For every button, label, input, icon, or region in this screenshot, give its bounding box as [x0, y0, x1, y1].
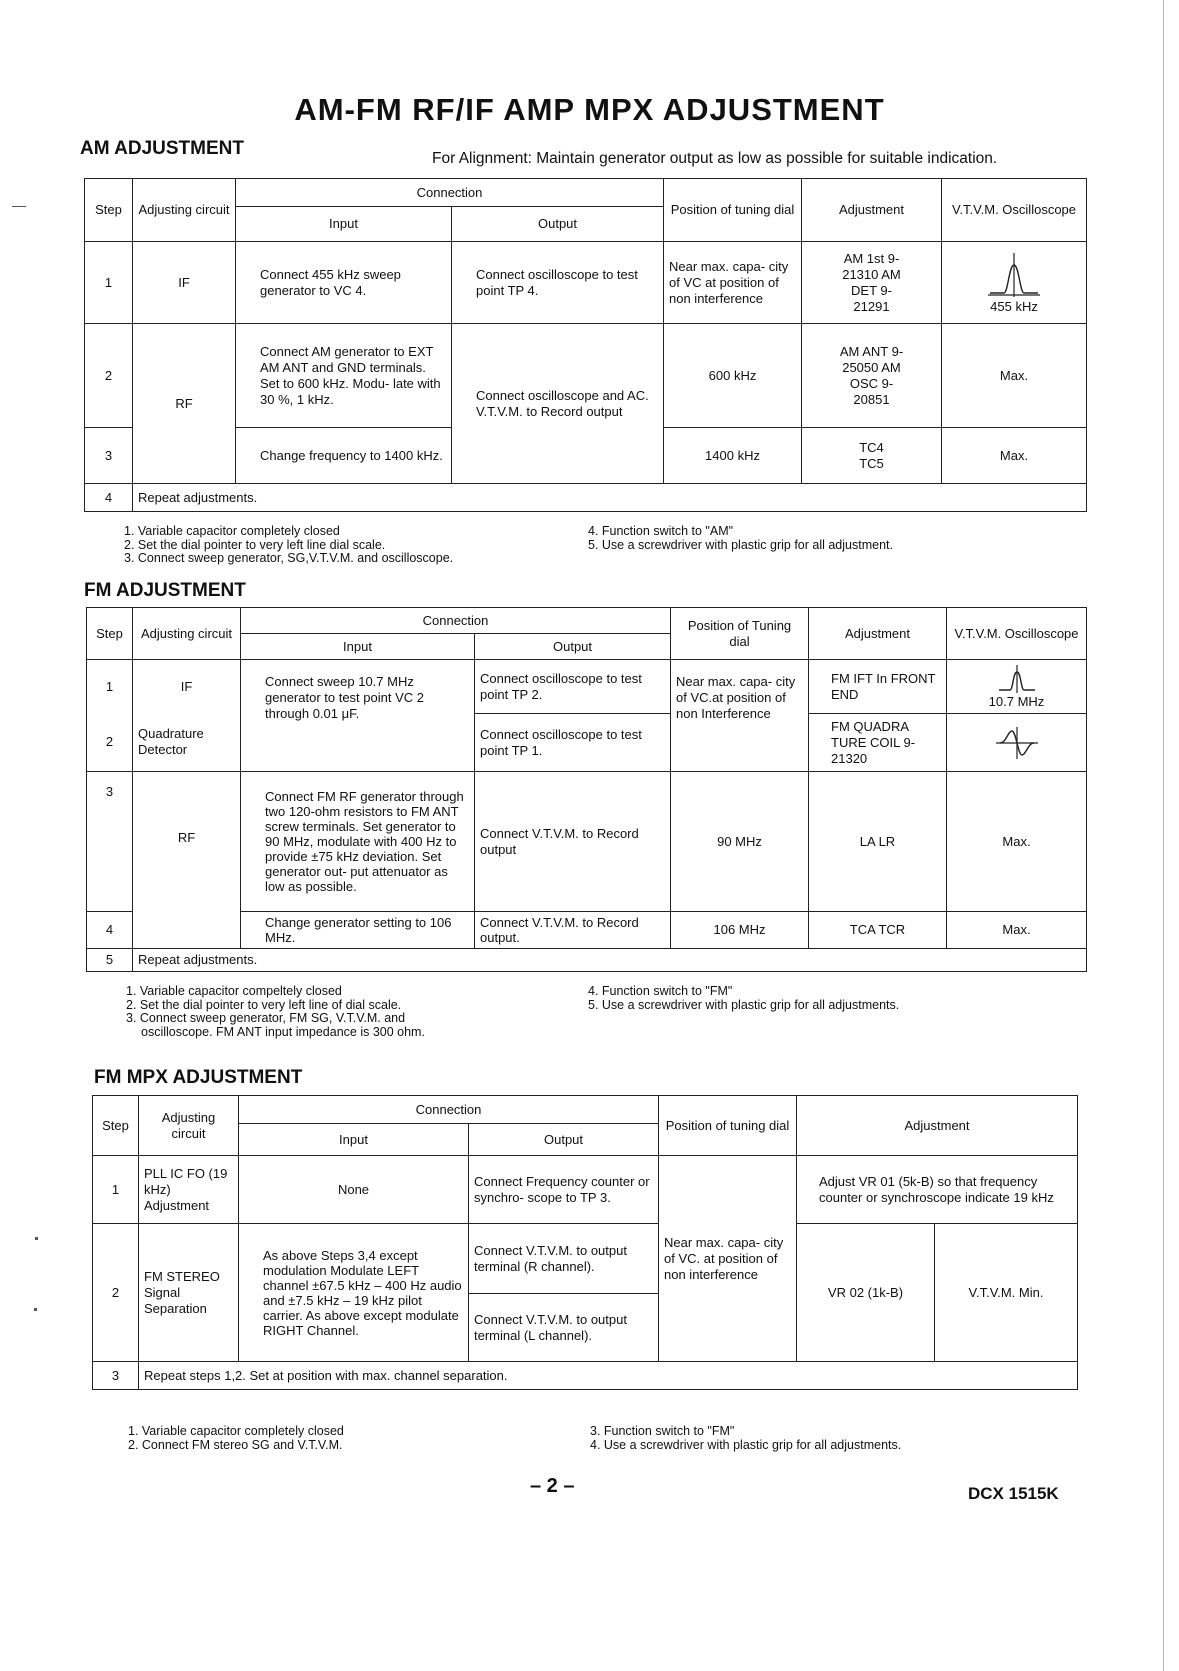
mpx-header-output: Output [469, 1124, 659, 1156]
list-item: oscilloscope. FM ANT input impedance is 300 ohm. [141, 1024, 425, 1039]
list-item: 3. Function switch to "FM" [590, 1424, 735, 1438]
fm-repeat-5: Repeat adjustments. [133, 949, 1087, 972]
am-input-3: Change frequency to 1400 kHz. [236, 428, 452, 484]
scan-mark [1163, 0, 1164, 1671]
mpx-output-r: Connect V.T.V.M. to output terminal (R channel). [469, 1224, 659, 1294]
fm-output-2: Connect oscilloscope to test point TP 1. [475, 714, 671, 772]
mpx-step-2: 2 [93, 1224, 139, 1362]
fm-vtvm-4: Max. [947, 912, 1087, 949]
sweep-response-curve-icon [995, 664, 1039, 694]
am-position-3: 1400 kHz [664, 428, 802, 484]
mpx-input-2: As above Steps 3,4 except modulation Modulate LEFT channel ±67.5 kHz – 400 Hz audio and ±7.5 kHz – 19 kHz pilot carrier. As above except modulate RIGHT Channel. [239, 1224, 469, 1362]
fm-adjustment-1: FM IFT In FRONT END [809, 660, 947, 714]
sweep-response-curve-icon [984, 251, 1044, 299]
page-number: – 2 – [530, 1475, 575, 1497]
am-header-step: Step [85, 179, 133, 242]
list-item: 2. Connect FM stereo SG and V.T.V.M. [128, 1437, 343, 1452]
mpx-position-12: Near max. capa- city of VC. at position of non interference [659, 1156, 797, 1362]
mpx-header-input: Input [239, 1124, 469, 1156]
am-position-2: 600 kHz [664, 324, 802, 428]
mpx-output-l: Connect V.T.V.M. to output terminal (L channel). [469, 1294, 659, 1362]
fm-circuit-1: IF [133, 660, 241, 714]
fm-output-4: Connect V.T.V.M. to Record output. [475, 912, 671, 949]
fm-vtvm-3: Max. [947, 772, 1087, 912]
am-step-4: 4 [85, 484, 133, 512]
list-item: 5. Use a screwdriver with plastic grip for all adjustments. [588, 997, 900, 1012]
alignment-note: For Alignment: Maintain generator output as low as possible for suitable indication. [432, 150, 998, 167]
mpx-repeat-3: Repeat steps 1,2. Set at position with max. channel separation. [139, 1362, 1078, 1390]
list-item: 1. Variable capacitor completely closed [128, 1424, 344, 1438]
list-item: 1. Variable capacitor compeltely closed [126, 984, 342, 998]
table-row [87, 949, 1087, 972]
fm-input-3: Connect FM RF generator through two 120-ohm resistors to FM ANT screw terminals. Set generator to 90 MHz, modulate with 400 Hz to provide ±75 kHz deviation. Set generator out- put attenuator as low as possible. [241, 772, 475, 912]
scan-mark [35, 1237, 38, 1240]
am-header-connection: Connection [236, 179, 664, 207]
list-item: 2. Set the dial pointer to very left line dial scale. [124, 537, 386, 552]
am-vtvm-cell-1 [942, 242, 1087, 324]
fm-header-vtvm: V.T.V.M. Oscilloscope [947, 608, 1087, 660]
table-row [87, 772, 1087, 912]
fm-vtvm-cell-2 [947, 714, 1087, 772]
fm-header-step: Step [87, 608, 133, 660]
list-item: 4. Function switch to "AM" [588, 524, 734, 538]
fm-header-input: Input [241, 634, 475, 660]
list-item: 3. Connect sweep generator, FM SG, V.T.V.M. and [126, 1011, 406, 1025]
scan-mark [12, 206, 26, 207]
fm-adjustment-3: LA LR [809, 772, 947, 912]
mpx-circuit-2: FM STEREO Signal Separation [139, 1224, 239, 1362]
fm-vtvm-1: 10.7 MHz [988, 693, 1045, 709]
page-title: AM-FM RF/IF AMP MPX ADJUSTMENT [294, 92, 885, 127]
am-step-2: 2 [85, 324, 133, 428]
am-vtvm-2: Max. [942, 324, 1087, 428]
am-circuit-1: IF [133, 242, 236, 324]
am-header-input: Input [236, 207, 452, 242]
fm-adjustment-2: FM QUADRA TURE COIL 9-21320 [809, 714, 947, 772]
fm-adjustment-4: TCA TCR [809, 912, 947, 949]
table-row [85, 484, 1087, 512]
fm-step-2: 2 [87, 714, 133, 772]
am-adjustment-1: AM 1st 9-21310 AM DET 9-21291 [802, 242, 942, 324]
list-item: 4. Use a screwdriver with plastic grip for all adjustments. [590, 1437, 902, 1452]
mpx-circuit-1: PLL IC FO (19 kHz) Adjustment [139, 1156, 239, 1224]
fm-position-3: 90 MHz [671, 772, 809, 912]
mpx-output-1: Connect Frequency counter or synchro- scope to TP 3. [469, 1156, 659, 1224]
am-header-adjustment: Adjustment [802, 179, 942, 242]
fm-header-adjustment: Adjustment [809, 608, 947, 660]
table-row [87, 714, 1087, 772]
fm-notes-left [126, 985, 425, 1039]
am-adjustment-3: TC4 TC5 [802, 428, 942, 484]
fm-vtvm-cell-1 [947, 660, 1087, 714]
am-vtvm-1: 455 kHz [990, 298, 1038, 314]
table-row [93, 1224, 1078, 1294]
fm-output-1: Connect oscilloscope to test point TP 2. [475, 660, 671, 714]
table-row [85, 324, 1087, 428]
list-item: 2. Set the dial pointer to very left line of dial scale. [126, 997, 402, 1012]
fm-step-3: 3 [87, 772, 133, 912]
fm-step-4: 4 [87, 912, 133, 949]
model-number: DCX 1515K [968, 1484, 1059, 1503]
scan-mark [34, 1308, 37, 1311]
mpx-vtvm-2: V.T.V.M. Min. [935, 1224, 1078, 1362]
mpx-notes-right [590, 1425, 901, 1452]
am-header-vtvm: V.T.V.M. Oscilloscope [942, 179, 1087, 242]
mpx-header-connection: Connection [239, 1096, 659, 1124]
list-item: 5. Use a screwdriver with plastic grip for all adjustment. [588, 537, 893, 552]
mpx-step-3: 3 [93, 1362, 139, 1390]
mpx-heading: FM MPX ADJUSTMENT [94, 1067, 303, 1088]
fm-step-1: 1 [87, 660, 133, 714]
am-adjustment-2: AM ANT 9-25050 AM OSC 9-20851 [802, 324, 942, 428]
am-output-1: Connect oscilloscope to test point TP 4. [452, 242, 664, 324]
am-notes-left [124, 525, 453, 566]
fm-table [86, 607, 1087, 972]
fm-heading: FM ADJUSTMENT [84, 580, 246, 601]
list-item: 4. Function switch to "FM" [588, 984, 733, 998]
am-heading: AM ADJUSTMENT [80, 138, 244, 159]
fm-position-4: 106 MHz [671, 912, 809, 949]
fm-circuit-2: Quadrature Detector [133, 714, 241, 772]
mpx-input-1: None [239, 1156, 469, 1224]
s-curve-icon [992, 725, 1042, 761]
list-item: 3. Connect sweep generator, SG,V.T.V.M. and oscilloscope. [124, 551, 454, 565]
am-circuit-2: RF [133, 324, 236, 484]
fm-header-connection: Connection [241, 608, 671, 634]
table-row [93, 1156, 1078, 1224]
fm-header-circuit: Adjusting circuit [133, 608, 241, 660]
am-step-1: 1 [85, 242, 133, 324]
am-input-2: Connect AM generator to EXT AM ANT and GND terminals. Set to 600 kHz. Modu- late with 30 %, 1 kHz. [236, 324, 452, 428]
mpx-header-position: Position of tuning dial [659, 1096, 797, 1156]
fm-circuit-3: RF [133, 772, 241, 949]
list-item: 1. Variable capacitor completely closed [124, 524, 340, 538]
mpx-adjustment-2: VR 02 (1k-B) [797, 1224, 935, 1362]
am-repeat-4: Repeat adjustments. [133, 484, 1087, 512]
table-row [93, 1362, 1078, 1390]
table-row [87, 660, 1087, 714]
mpx-notes-left [128, 1425, 344, 1452]
am-output-2: Connect oscilloscope and AC. V.T.V.M. to Record output [452, 324, 664, 484]
fm-header-position: Position of Tuning dial [671, 608, 809, 660]
am-header-circuit: Adjusting circuit [133, 179, 236, 242]
fm-notes-right [588, 985, 899, 1012]
am-vtvm-3: Max. [942, 428, 1087, 484]
am-notes-right [588, 525, 893, 552]
am-header-output: Output [452, 207, 664, 242]
fm-position-1: Near max. capa- city of VC.at position of non Interference [671, 660, 809, 772]
fm-input-4: Change generator setting to 106 MHz. [241, 912, 475, 949]
fm-header-output: Output [475, 634, 671, 660]
am-position-1: Near max. capa- city of VC at position of non interference [664, 242, 802, 324]
fm-step-5: 5 [87, 949, 133, 972]
mpx-header-adjustment: Adjustment [797, 1096, 1078, 1156]
mpx-header-circuit: Adjusting circuit [139, 1096, 239, 1156]
am-input-1: Connect 455 kHz sweep generator to VC 4. [236, 242, 452, 324]
fm-input-1: Connect sweep 10.7 MHz generator to test point VC 2 through 0.01 μF. [241, 660, 475, 772]
mpx-table [92, 1095, 1078, 1390]
fm-output-3: Connect V.T.V.M. to Record output [475, 772, 671, 912]
am-header-position: Position of tuning dial [664, 179, 802, 242]
mpx-adjustment-1: Adjust VR 01 (5k-B) so that frequency counter or synchroscope indicate 19 kHz [797, 1156, 1078, 1224]
mpx-step-1: 1 [93, 1156, 139, 1224]
am-table [84, 178, 1087, 512]
table-row [85, 242, 1087, 324]
mpx-header-step: Step [93, 1096, 139, 1156]
am-step-3: 3 [85, 428, 133, 484]
